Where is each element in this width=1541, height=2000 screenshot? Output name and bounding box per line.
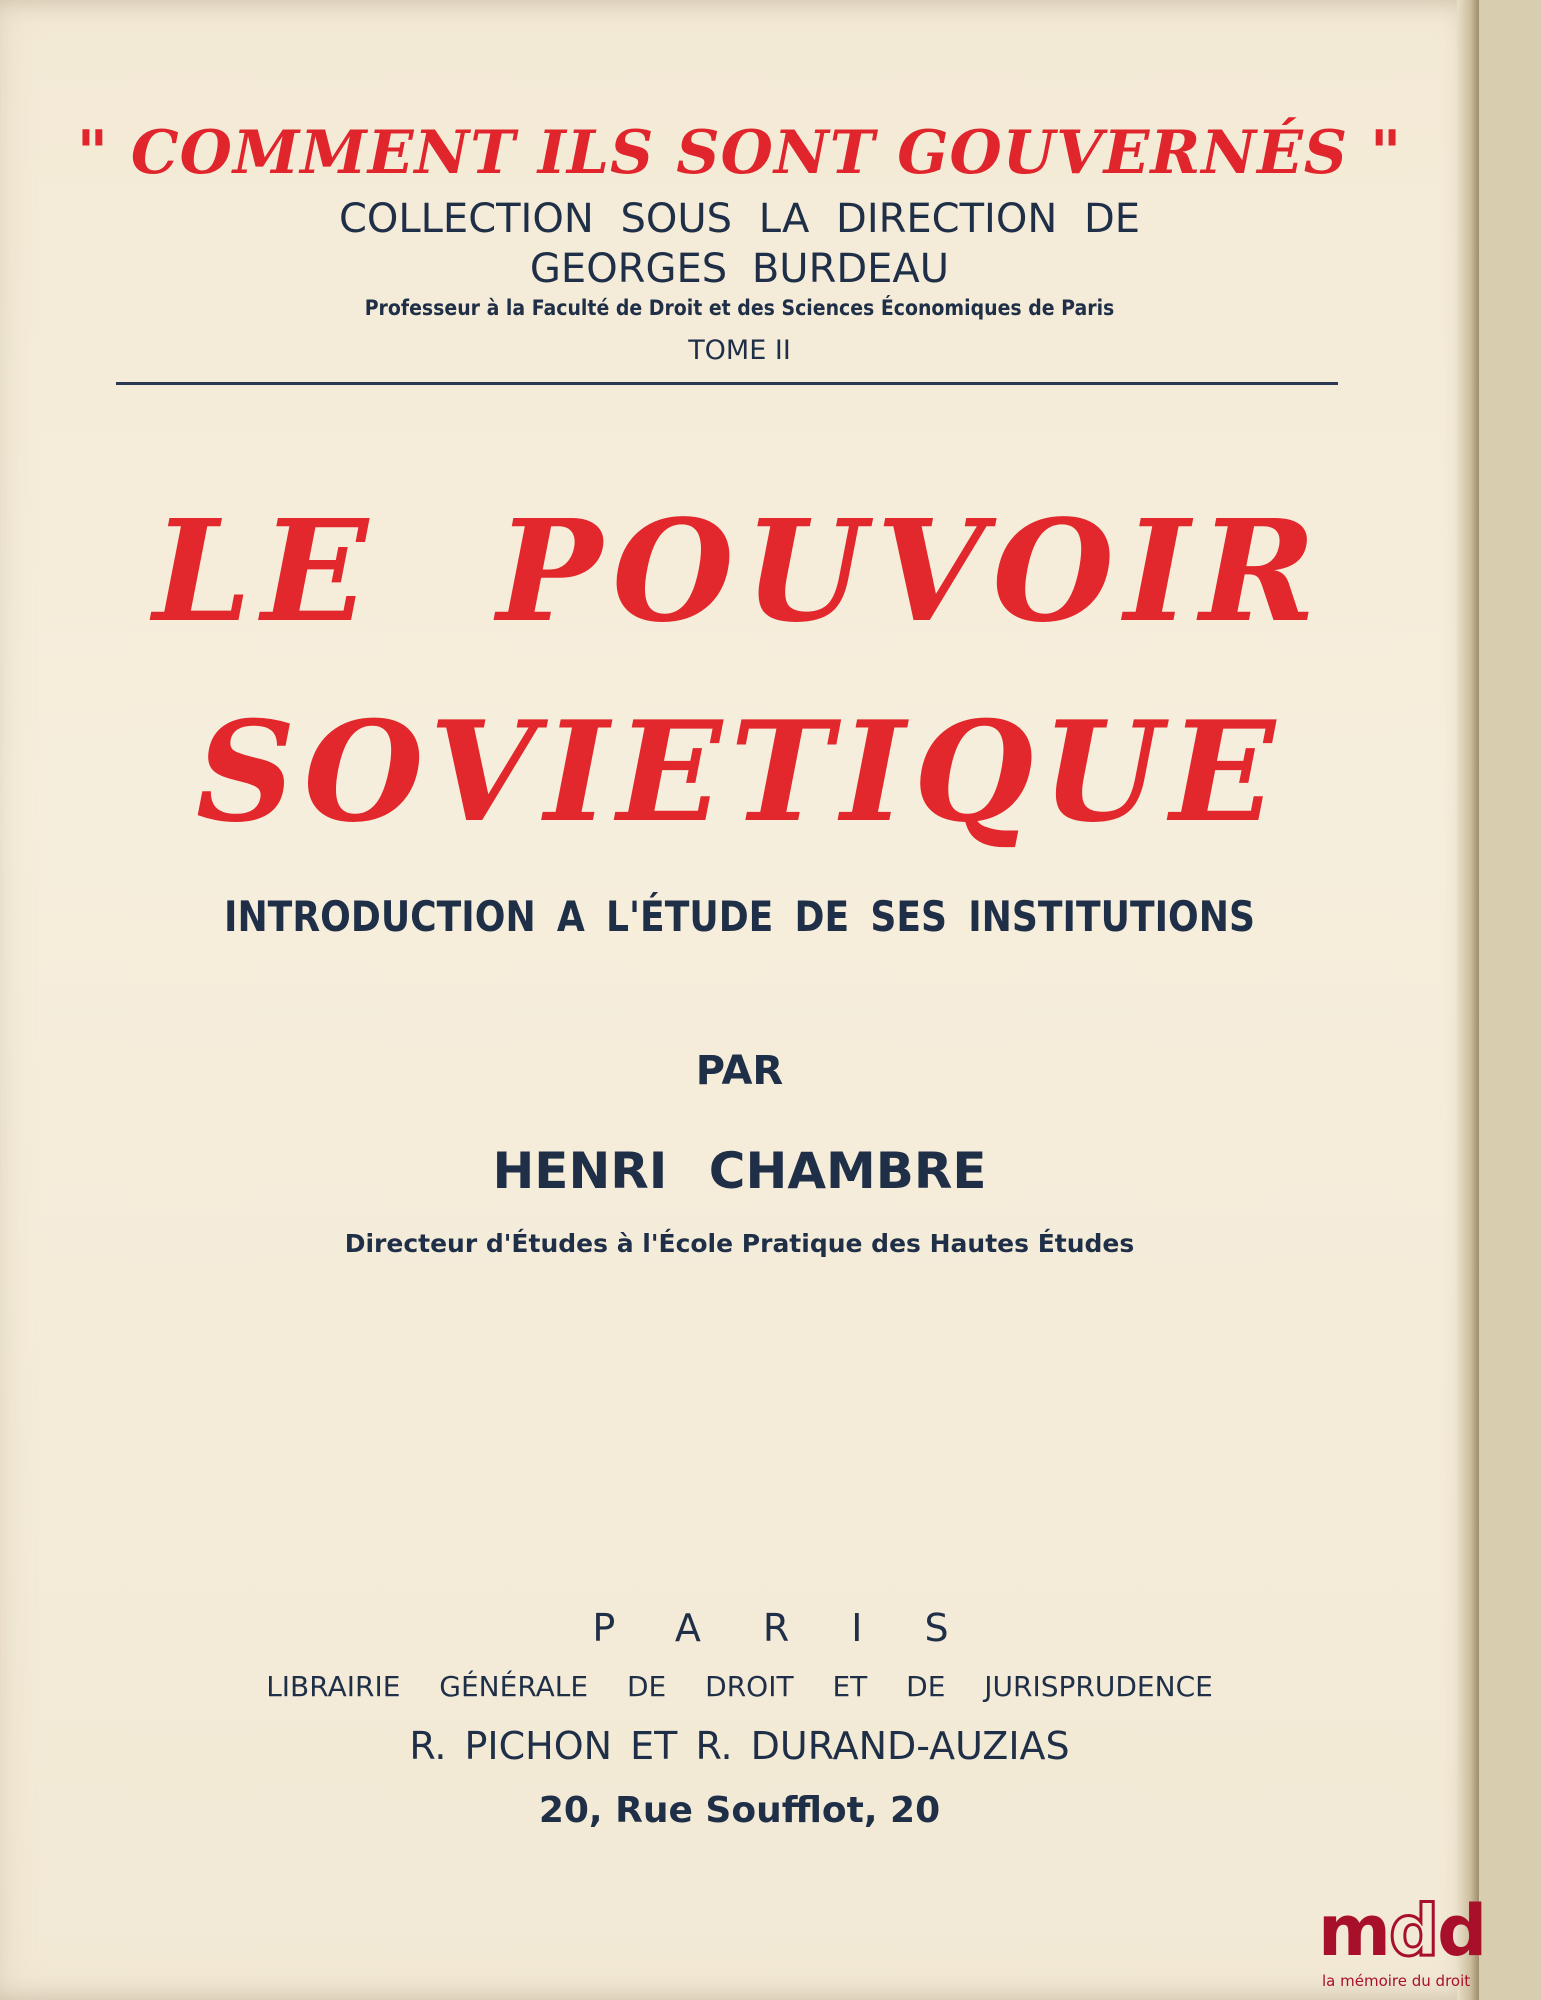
main-title-line-1: LE POUVOIR	[152, 490, 1327, 654]
imprint-publisher-names: R. PICHON ET R. DURAND-AUZIAS	[409, 1724, 1070, 1768]
tome-label: TOME II	[688, 335, 791, 366]
imprint-publisher: LIBRAIRIE GÉNÉRALE DE DROIT ET DE JURISPRUDENCE	[266, 1670, 1213, 1703]
header-rule	[116, 382, 1338, 385]
main-title-line-2: SOVIETIQUE	[195, 690, 1284, 853]
logo-mark	[1318, 1890, 1486, 1972]
logo-tagline: la mémoire du droit	[1322, 1972, 1471, 1990]
author-name: HENRI CHAMBRE	[492, 1142, 987, 1200]
subtitle: INTRODUCTION A L'ÉTUDE DE SES INSTITUTIONS	[224, 892, 1255, 941]
mdd-logo	[1318, 1890, 1486, 1996]
logo-letter-m: m	[1318, 1890, 1389, 1972]
by-label: PAR	[695, 1048, 784, 1094]
director-title: Professeur à la Faculté de Droit et des Sciences Économiques de Paris	[364, 296, 1115, 320]
logo-letter-d: d	[1437, 1890, 1486, 1972]
author-title: Directeur d'Études à l'École Pratique des Hautes Études	[344, 1229, 1135, 1258]
imprint-address: 20, Rue Soufflot, 20	[538, 1790, 941, 1831]
director-name: GEORGES BURDEAU	[529, 246, 950, 292]
logo-letter-d-outline: d	[1388, 1890, 1438, 1972]
collection-line: COLLECTION SOUS LA DIRECTION DE	[338, 196, 1141, 242]
imprint-city: PARIS	[592, 1606, 1011, 1650]
series-title: " COMMENT ILS SONT GOUVERNÉS "	[76, 118, 1403, 188]
